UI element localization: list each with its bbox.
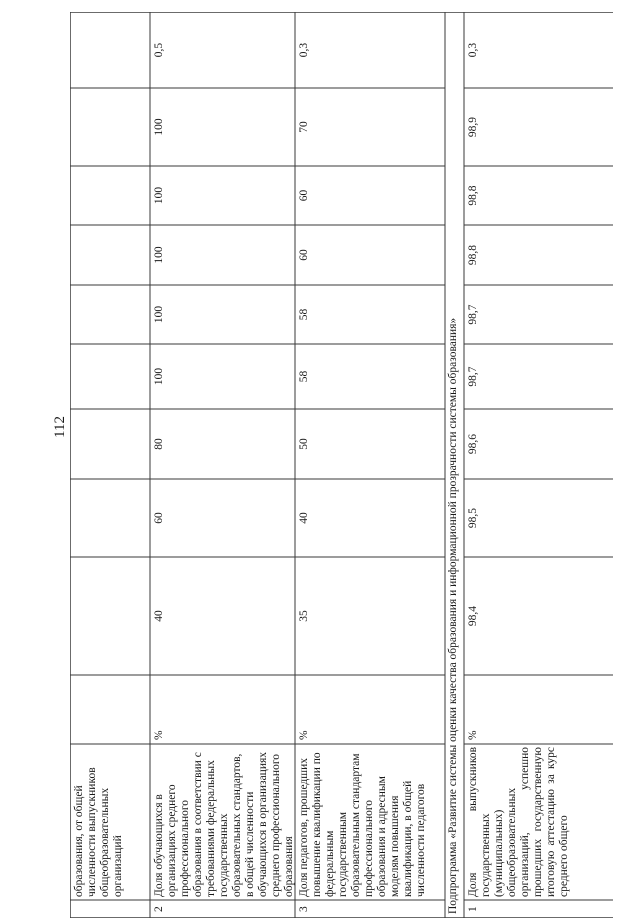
row-1-value-8: 100	[153, 118, 165, 136]
page-number: 112	[52, 416, 68, 438]
row-0-indicator: образования, от общей численности выпускников общеобразовательных организаций	[73, 767, 124, 897]
row-2-value-8: 70	[298, 121, 310, 133]
row-3-number: 1	[467, 906, 479, 912]
row-1-value-6: 100	[153, 246, 165, 264]
row-1-value-4: 100	[153, 367, 165, 386]
row-3-value-8: 98,9	[467, 116, 479, 138]
row-2-value-7: 60	[298, 189, 310, 202]
row-3-value-6: 98,8	[467, 244, 479, 266]
table-sheet	[70, 12, 613, 918]
row-1-value-2: 60	[153, 512, 165, 524]
row-2-value-3: 50	[298, 438, 310, 450]
row-3-value-4: 98,7	[467, 366, 479, 387]
row-1-number: 2	[153, 906, 165, 912]
row-2-indicator: Доля педагогов, прошедших повышение квалификации по федеральным государственным образовательным стандартам профессионального образования и адресным моделям повышения квалификации, в общей численности педагогов	[298, 752, 427, 897]
row-3-indicator: Доля выпускников государственных (муниципальных) общеобразовательных организаций, успешно прошедших государственную итоговую аттестацию за курс среднего общего	[467, 747, 570, 897]
row-1-value-5: 100	[153, 305, 165, 324]
row-3-value-7: 98,8	[467, 185, 479, 206]
row-2-number: 3	[298, 906, 310, 912]
row-3-value-1: 98,4	[467, 605, 479, 627]
row-1-indicator: Доля обучающихся в организациях среднего профессионального образования в соответствии с требованиями федеральных государственных образовательных стандартов, в общей численности обучающихся в организациях среднего профессионального образования	[153, 751, 295, 897]
row-3-value-2: 98,5	[467, 507, 479, 529]
row-3-value-5: 98,7	[467, 304, 479, 325]
row-3-value-3: 98,6	[467, 433, 479, 455]
row-2-value-5: 58	[298, 308, 310, 321]
subprogram-title: Подпрограмма «Развитие системы оценки качества образования и информационной прозрачности системы образования»	[447, 317, 459, 914]
row-1-unit: %	[153, 730, 165, 740]
row-1-value-9: 0,5	[153, 42, 165, 58]
row-2-value-6: 60	[298, 249, 310, 261]
row-2-value-1: 35	[298, 610, 310, 622]
row-2-value-9: 0,3	[298, 42, 310, 58]
row-2-unit: %	[298, 730, 310, 740]
row-2-value-2: 40	[298, 512, 310, 524]
row-3-value-9: 0,3	[467, 42, 479, 58]
row-3-unit: %	[467, 730, 479, 740]
row-1-value-3: 80	[153, 438, 165, 450]
row-1-value-7: 100	[153, 186, 165, 205]
row-2-value-4: 58	[298, 370, 310, 383]
row-1-value-1: 40	[153, 610, 165, 622]
